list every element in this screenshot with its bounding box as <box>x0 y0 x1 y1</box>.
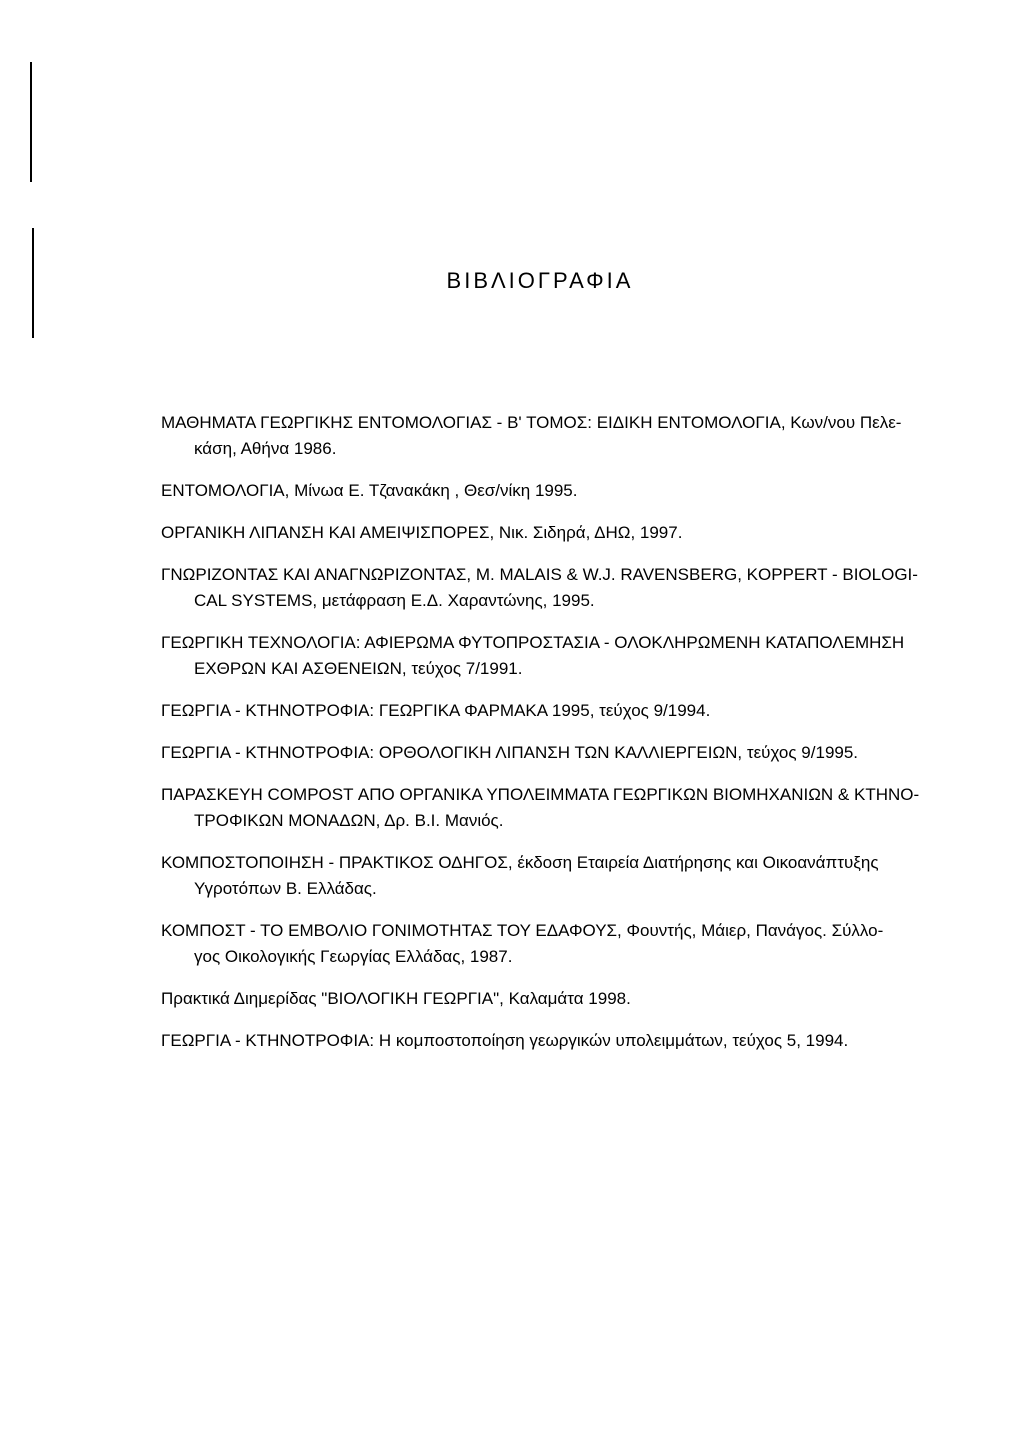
bibliography-entry <box>161 782 921 834</box>
scan-margin-line-top <box>30 62 32 182</box>
bibliography-entry <box>161 520 921 546</box>
bibliography-entry <box>161 1028 921 1054</box>
entry-line: ΟΡΓΑΝΙΚΗ ΛΙΠΑΝΣΗ ΚΑΙ ΑΜΕΙΨΙΣΠΟΡΕΣ, Νικ. Σιδηρά, ΔΗΩ, 1997. <box>161 523 683 542</box>
entry-line: Πρακτικά Διημερίδας "ΒΙΟΛΟΓΙΚΗ ΓΕΩΡΓΙΑ", Καλαμάτα 1998. <box>161 989 631 1008</box>
entry-line: ΜΑΘΗΜΑΤΑ ΓΕΩΡΓΙΚΗΣ ΕΝΤΟΜΟΛΟΓΙΑΣ - Β' ΤΟΜΟΣ: ΕΙΔΙΚΗ ΕΝΤΟΜΟΛΟΓΙΑ, Κων/νου Πελε- <box>161 413 902 432</box>
bibliography-entry <box>161 478 921 504</box>
entry-line-continued: ΕΧΘΡΩΝ ΚΑΙ ΑΣΘΕΝΕΙΩΝ, τεύχος 7/1991. <box>194 659 523 678</box>
bibliography-entry <box>161 562 921 614</box>
entry-line-continued: κάση, Αθήνα 1986. <box>194 439 337 458</box>
bibliography-entry <box>161 986 921 1012</box>
entry-line-continued: ΤΡΟΦΙΚΩΝ ΜΟΝΑΔΩΝ, Δρ. Β.Ι. Μανιός. <box>194 811 504 830</box>
entry-line-continued: Υγροτόπων Β. Ελλάδας. <box>194 879 377 898</box>
bibliography-entry <box>161 698 921 724</box>
entry-line-continued: γος Οικολογικής Γεωργίας Ελλάδας, 1987. <box>194 947 513 966</box>
bibliography-entry <box>161 740 921 766</box>
bibliography-entry <box>161 410 921 462</box>
bibliography-entry <box>161 630 921 682</box>
entry-line: ΓΕΩΡΓΙΑ - ΚΤΗΝΟΤΡΟΦΙΑ: ΓΕΩΡΓΙΚΑ ΦΑΡΜΑΚΑ 1995, τεύχος 9/1994. <box>161 701 711 720</box>
entry-line: ΓΕΩΡΓΙΑ - ΚΤΗΝΟΤΡΟΦΙΑ: ΟΡΘΟΛΟΓΙΚΗ ΛΙΠΑΝΣΗ ΤΩΝ ΚΑΛΛΙΕΡΓΕΙΩΝ, τεύχος 9/1995. <box>161 743 859 762</box>
bibliography-entry <box>161 918 921 970</box>
entry-line: ΓΕΩΡΓΙΚΗ ΤΕΧΝΟΛΟΓΙΑ: ΑΦΙΕΡΩΜΑ ΦΥΤΟΠΡΟΣΤΑΣΙΑ - ΟΛΟΚΛΗΡΩΜΕΝΗ ΚΑΤΑΠΟΛΕΜΗΣΗ <box>161 633 905 652</box>
entry-line: ΚΟΜΠΟΣΤΟΠΟΙΗΣΗ - ΠΡΑΚΤΙΚΟΣ ΟΔΗΓΟΣ, έκδοση Εταιρεία Διατήρησης και Οικοανάπτυξης <box>161 853 879 872</box>
entry-line: ΕΝΤΟΜΟΛΟΓΙΑ, Μίνωα Ε. Τζανακάκη , Θεσ/νίκη 1995. <box>161 481 578 500</box>
page-title: ΒΙΒΛΙΟΓΡΑΦΙΑ <box>446 268 634 293</box>
entry-line: ΚΟΜΠΟΣΤ - ΤΟ ΕΜΒΟΛΙΟ ΓΟΝΙΜΟΤΗΤΑΣ ΤΟΥ ΕΔΑΦΟΥΣ, Φουντής, Μάιερ, Πανάγος. Σύλλο- <box>161 921 884 940</box>
bibliography-entry <box>161 850 921 902</box>
entry-line: ΠΑΡΑΣΚΕΥΗ COMPOST ΑΠΟ ΟΡΓΑΝΙΚΑ ΥΠΟΛΕΙΜΜΑΤΑ ΓΕΩΡΓΙΚΩΝ ΒΙΟΜΗΧΑΝΙΩΝ & ΚΤΗΝΟ- <box>161 785 920 804</box>
bibliography-list <box>161 410 921 1070</box>
entry-line: ΓΝΩΡΙΖΟΝΤΑΣ ΚΑΙ ΑΝΑΓΝΩΡΙΖΟΝΤΑΣ, Μ. MALAIS & W.J. RAVENSBERG, KOPPERT - BIOLOGI- <box>161 565 918 584</box>
entry-line-continued: CAL SYSTEMS, μετάφραση Ε.Δ. Χαραντώνης, 1995. <box>194 591 595 610</box>
entry-line: ΓΕΩΡΓΙΑ - ΚΤΗΝΟΤΡΟΦΙΑ: Η κομποστοποίηση γεωργικών υπολειμμάτων, τεύχος 5, 1994. <box>161 1031 849 1050</box>
